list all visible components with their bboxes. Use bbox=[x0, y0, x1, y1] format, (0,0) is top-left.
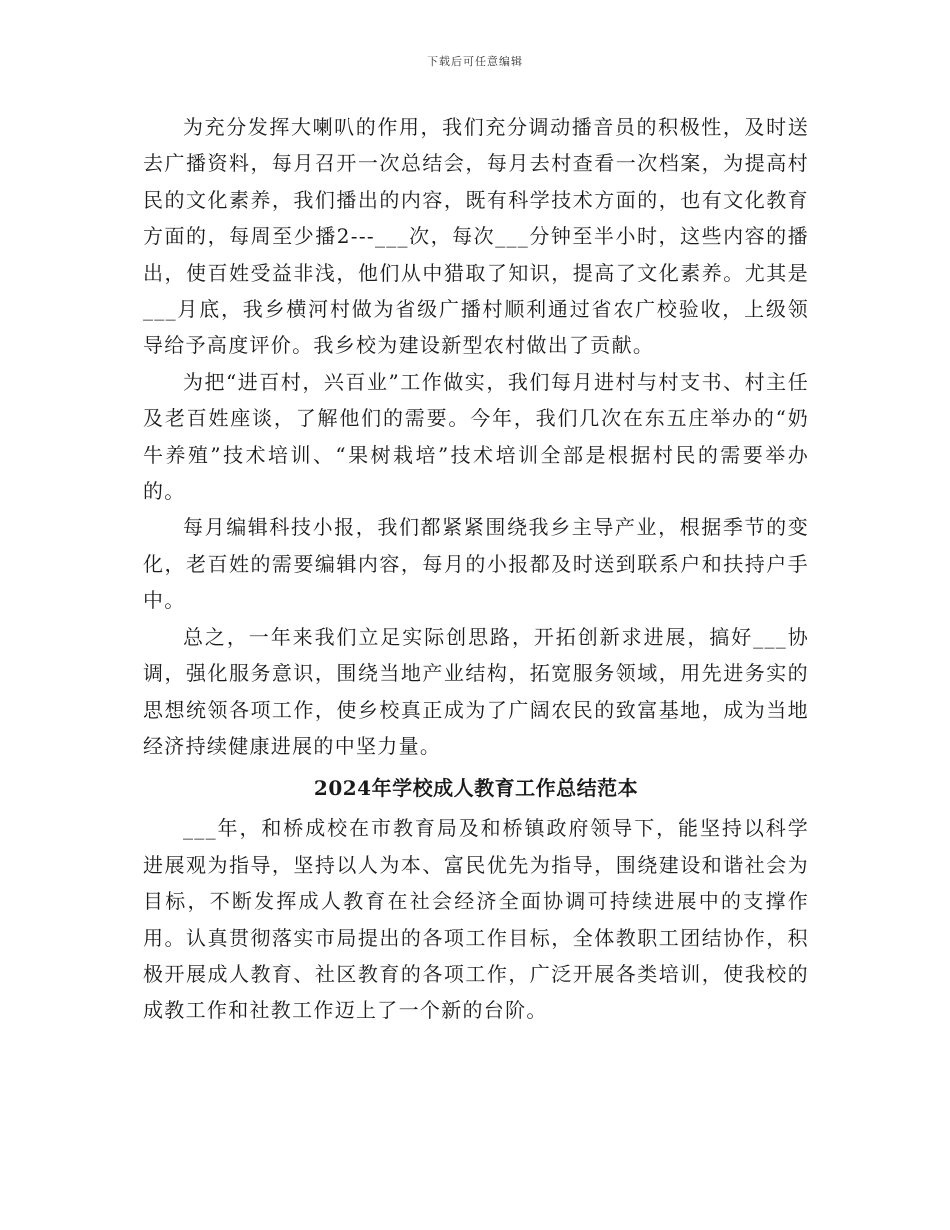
paragraph: 每月编辑科技小报，我们都紧紧围绕我乡主导产业，根据季节的变化，老百姓的需要编辑内容，每月的小报都及时送到联系户和扶持户手中。 bbox=[143, 515, 809, 613]
page-header-note: 下载后可任意编辑 bbox=[427, 55, 523, 68]
paragraph: 总之，一年来我们立足实际创思路，开拓创新求进展，搞好___协调，强化服务意识，围绕当地产业结构，拓宽服务领域，用先进务实的思想统领各项工作，使乡校真正成为了广阔农民的致富基地，成为当地经济持续健康进展的中坚力量。 bbox=[143, 624, 809, 758]
paragraph: 为充分发挥大喇叭的作用，我们充分调动播音员的积极性，及时送去广播资料，每月召开一次总结会，每月去村查看一次档案，为提高村民的文化素养，我们播出的内容，既有科学技术方面的，也有文化教育方面的，每周至少播2---___次，每次___分钟至半小时，这些内容的播出，使百姓受益非浅，他们从中猎取了知识，提高了文化素养。尤其是___月底，我乡横河村做为省级广播村顺利通过省农广校验收，上级领导给予高度评价。我乡校为建设新型农村做出了贡献。 bbox=[143, 115, 809, 358]
section-title: 2024年学校成人教育工作总结范本 bbox=[313, 776, 639, 801]
document-body bbox=[143, 109, 809, 1029]
paragraph: 为把“进百村，兴百业”工作做实，我们每月进村与村支书、村主任及老百姓座谈，了解他们的需要。今年，我们几次在东五庄举办的“奶牛养殖”技术培训、“果树栽培”技术培训全部是根据村民的需要举办的。 bbox=[143, 369, 809, 504]
paragraph: ___年，和桥成校在市教育局及和桥镇政府领导下，能坚持以科学进展观为指导，坚持以人为本、富民优先为指导，围绕建设和谐社会为目标，不断发挥成人教育在社会经济全面协调可持续进展中的支撑作用。认真贯彻落实市局提出的各项工作目标，全体教职工团结协作，积极开展成人教育、社区教育的各项工作，广泛开展各类培训，使我校的成教工作和社教工作迈上了一个新的台阶。 bbox=[143, 816, 809, 1023]
